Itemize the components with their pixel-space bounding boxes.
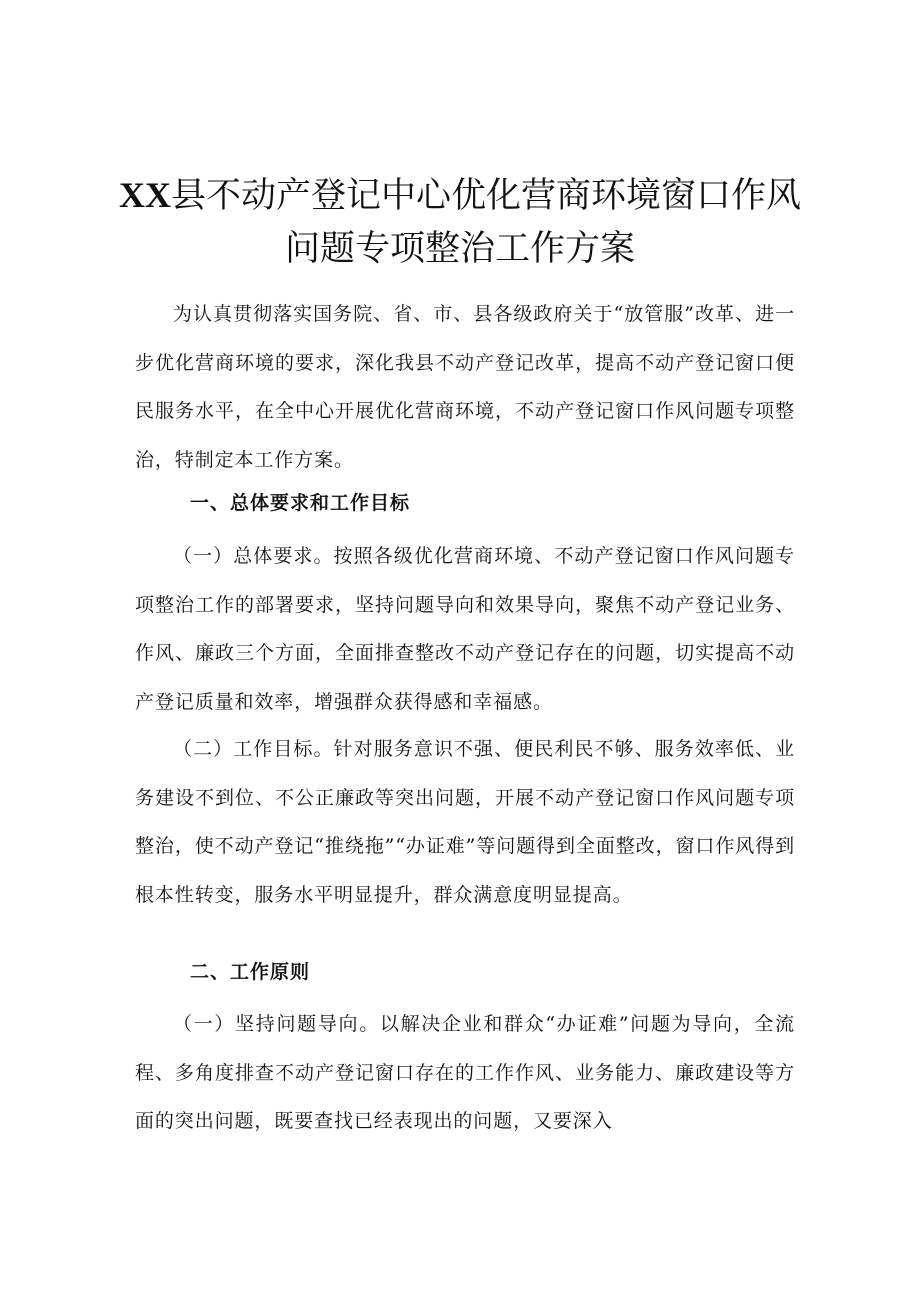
section-heading-2: 二、工作原则	[190, 961, 311, 983]
title-line-1-text: 县不动产登记中心优化营商环境窗口作风	[170, 176, 801, 216]
section1-paragraph-2: （二）工作目标。针对服务意识不强、便民利民不够、服务效率低、业务建设不到位、不公正廉政等突出问题，开展不动产登记窗口作风问题专项整治，使不动产登记“推绕拖”“办证难”等问题得到全面整改，窗口作风得到根本性转变，服务水平明显提升，群众满意度明显提高。	[135, 738, 795, 906]
document-title-line-1	[100, 175, 820, 216]
section2-paragraph-1: （一）坚持问题导向。以解决企业和群众“办证难”问题为导向，全流程、多角度排查不动产登记窗口存在的工作作风、业务能力、廉政建设等方面的突出问题，既要查找已经表现出的问题，又要深入	[135, 1013, 795, 1133]
title-prefix: XX	[118, 175, 171, 215]
document-title-line-2: 问题专项整治工作方案	[284, 229, 635, 269]
section-heading-1: 一、总体要求和工作目标	[190, 492, 411, 514]
intro-paragraph: 为认真贯彻落实国务院、省、市、县各级政府关于“放管服”改革、进一步优化营商环境的要求，深化我县不动产登记改革，提高不动产登记窗口便民服务水平，在全中心开展优化营商环境，不动产登记窗口作风问题专项整治，特制定本工作方案。	[135, 303, 795, 471]
section1-paragraph-1: （一）总体要求。按照各级优化营商环境、不动产登记窗口作风问题专项整治工作的部署要求，坚持问题导向和效果导向，聚焦不动产登记业务、作风、廉政三个方面，全面排查整改不动产登记存在的问题，切实提高不动产登记质量和效率，增强群众获得感和幸福感。	[135, 545, 795, 713]
